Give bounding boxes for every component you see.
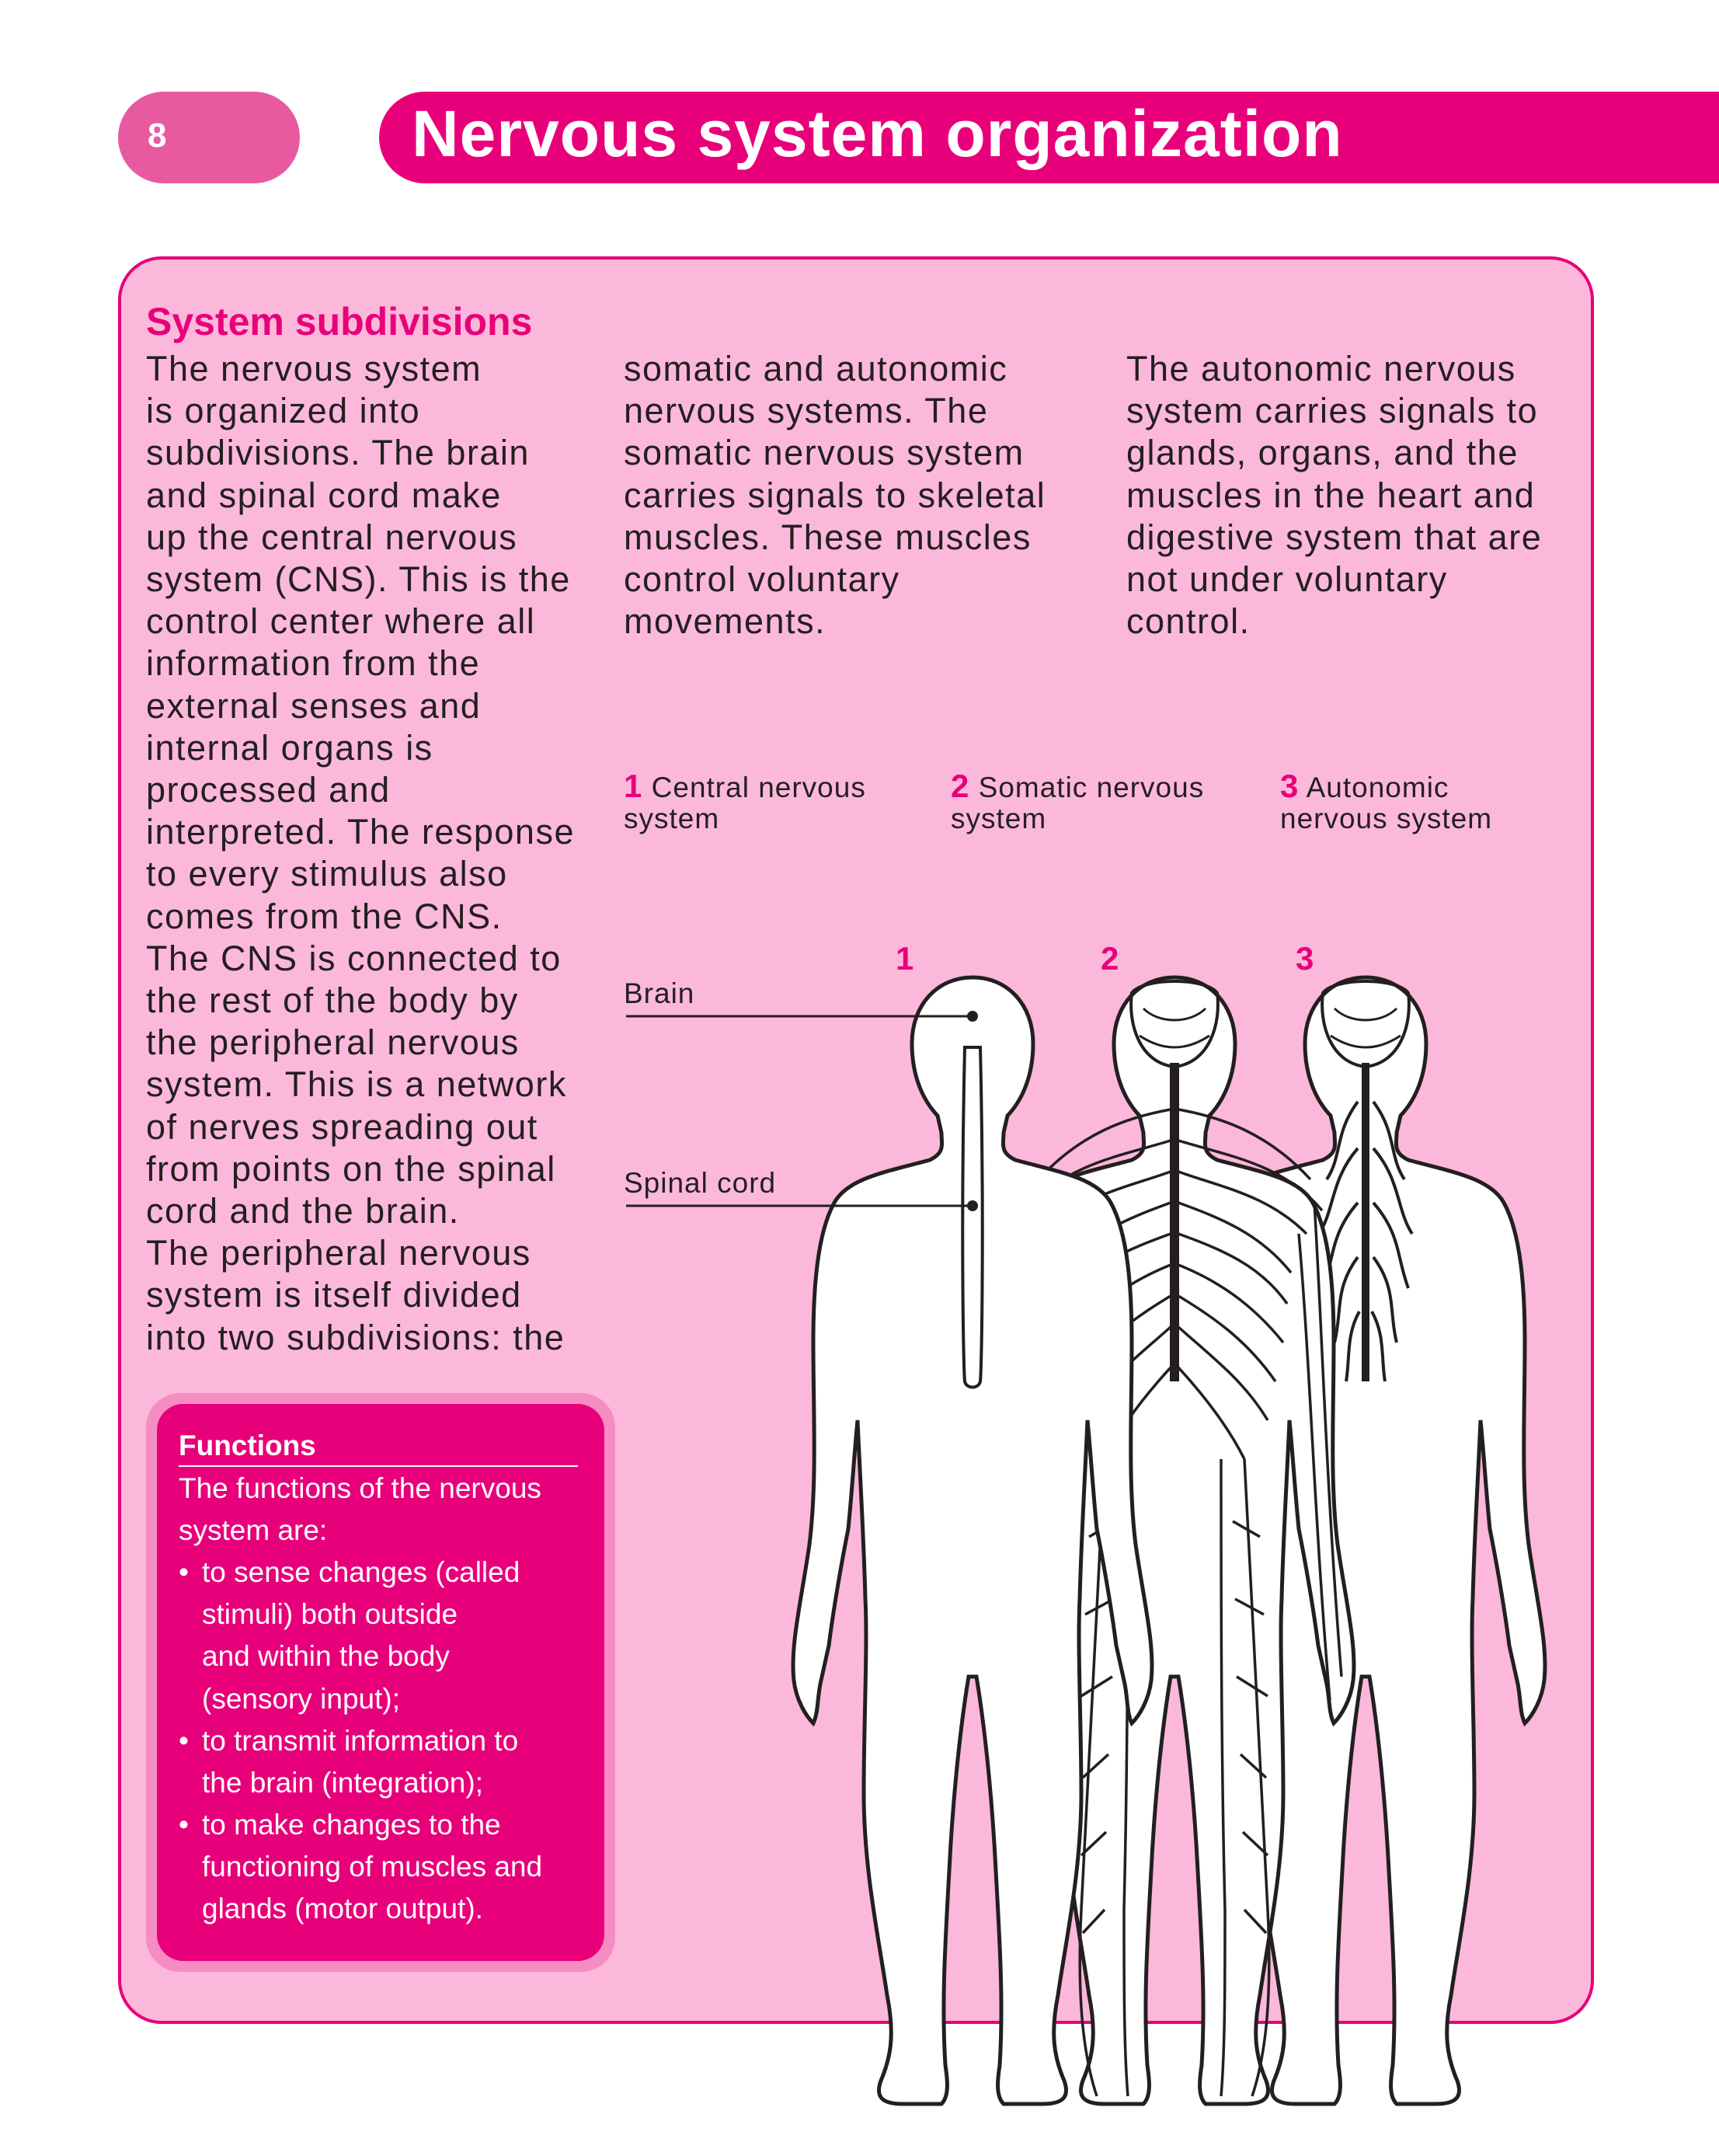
- brain-marker: [967, 1011, 978, 1022]
- figure-number-1: 1: [896, 940, 914, 977]
- body-column-2: somatic and autonomic nervous systems. The somatic nervous system carries signals to skeletal muscles. These muscles control voluntary movements.: [624, 349, 1046, 642]
- page-title: Nervous system organization: [412, 97, 1343, 170]
- section-heading: System subdivisions: [146, 300, 533, 343]
- bullet-icon: •: [179, 1725, 189, 1757]
- label-brain: Brain: [624, 977, 695, 1009]
- caption-text: Somatic nervous system: [951, 771, 1205, 834]
- functions-item-text: to transmit information to the brain (integration);: [202, 1725, 519, 1799]
- functions-title: Functions: [179, 1430, 316, 1461]
- label-spinal-cord: Spinal cord: [624, 1167, 777, 1199]
- bullet-icon: •: [179, 1809, 189, 1841]
- functions-divider: [179, 1465, 578, 1467]
- body-column-3: The autonomic nervous system carries signals to glands, organs, and the muscles in the heart and digestive system that are not under voluntary control.: [1126, 349, 1543, 642]
- bullet-icon: •: [179, 1556, 189, 1588]
- page-number: 8: [148, 117, 167, 155]
- caption-number: 1: [624, 768, 643, 804]
- functions-item-text: to make changes to the functioning of muscles and glands (motor output).: [202, 1809, 543, 1925]
- functions-intro: The functions of the nervous system are:: [179, 1472, 541, 1547]
- spinal-cord-marker: [967, 1200, 978, 1211]
- body-column-1: The nervous system is organized into subdivisions. The brain and spinal cord make up the central nervous system (CNS). This is the control center where all information from the external senses and internal organs is processed and interpreted. The response to every stimulus also comes from the CNS. The CNS is connected to the rest of the body by the peripheral nervous system. This is a network of nerves spreading out from points on the spinal cord and the brain. The peripheral nervous system is itself divided into two subdivisions: the: [146, 349, 575, 1357]
- figure-number-2: 2: [1101, 940, 1119, 977]
- caption-number: 3: [1280, 768, 1300, 804]
- caption-number: 2: [951, 768, 970, 804]
- caption-text: Central nervous system: [624, 771, 866, 834]
- caption-text: Autonomic nervous system: [1280, 771, 1493, 834]
- functions-item-text: to sense changes (called stimuli) both outside and within the body (sensory input);: [202, 1556, 520, 1715]
- figure-number-3: 3: [1296, 940, 1314, 977]
